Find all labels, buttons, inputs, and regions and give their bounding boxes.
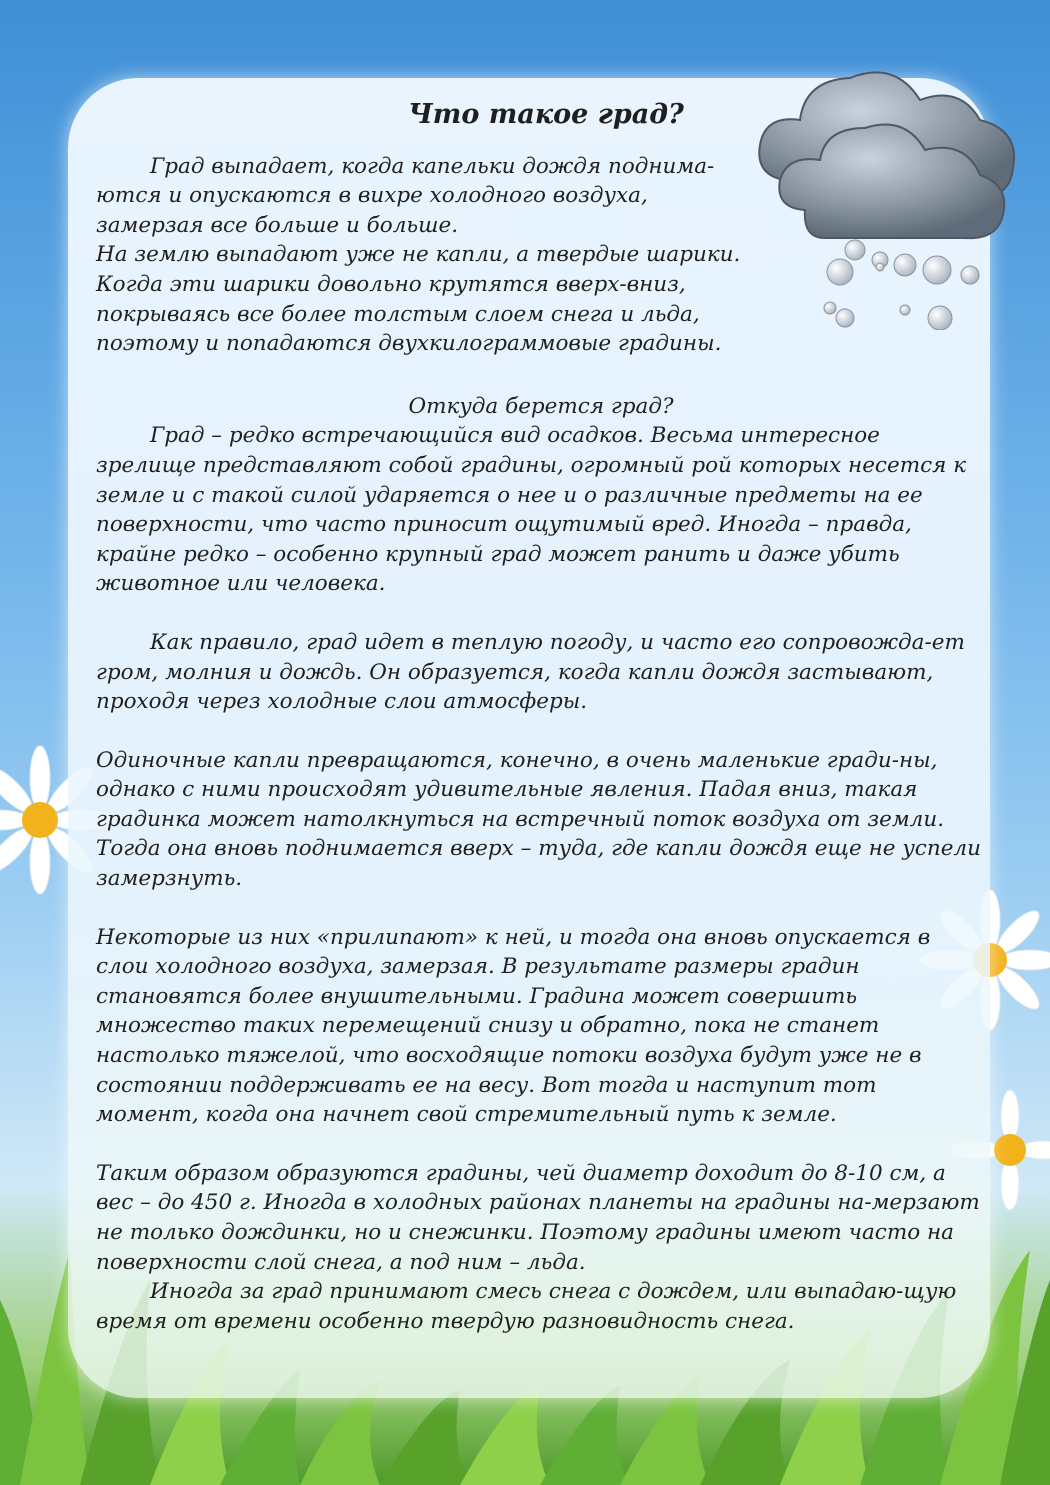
paragraph: Иногда за град принимают смесь снега с дождем, или выпадаю-щую время от времени особенно твердую разновидность снега.: [96, 1279, 957, 1334]
paragraph: Некоторые из них «прилипают» к ней, и тогда она вновь опускается в слои холодного воздуха, замерзая. В результате размеры градин становятся более внушительными. Градина может совершить множество таких перемещений снизу и обратно, пока не станет настолько тяжелой, что восходящие потоки воздуха будут уже не в состоянии поддерживать ее на весу. Вот тогда и наступит тот момент, когда она начнет свой стремительный путь к земле.: [96, 924, 931, 1128]
paragraph: Одиночные капли превращаются, конечно, в очень маленькие гради-ны, однако с ними происходят удивительные явления. Падая вниз, такая градинка может натолкнуться на встречный поток воздуха от земли. Тогда она вновь поднимается вверх – туда, где капли дождя еще не успели замерзнуть.: [96, 747, 981, 892]
intro-line: Когда эти шарики довольно крутятся вверх-вниз,: [96, 271, 686, 297]
paragraph: Град – редко встречающийся вид осадков. Весьма интересное зрелище представляют собой градины, огромный рой которых несется к земле и с такой силой ударяется о нее и о различные предметы на ее поверхности, что часто приносит ощутимый вред. Иногда – правда, крайне редко – особенно крупный град может ранить и даже убить животное или человека.: [96, 423, 967, 597]
intro-line: покрываясь все более толстым слоем снега и льда,: [96, 301, 700, 327]
section-subtitle: Откуда берется град?: [408, 393, 674, 419]
paragraph: Как правило, град идет в теплую погоду, и часто его сопровожда-ет гром, молния и дождь. Он образуется, когда капли дождя застывают, проходя через холодные слои атмосферы.: [96, 629, 965, 715]
intro-line: ются и опускаются в вихре холодного воздуха,: [96, 183, 648, 209]
intro-line: замерзая все больше и больше.: [96, 212, 459, 238]
article: [96, 100, 986, 1336]
intro-line: Град выпадает, когда капельки дождя поднима-: [150, 153, 715, 179]
intro-block: [96, 152, 756, 359]
intro-line: поэтому и попадаются двухкилограммовые градины.: [96, 331, 722, 357]
paragraph: Таким образом образуются градины, чей диаметр доходит до 8-10 см, а вес – до 450 г. Иногда в холодных районах планеты на градины на-мерзают не только дождинки, но и снежинки. Поэтому градины имеют часто на поверхности слой снега, а под ним – льда.: [96, 1160, 980, 1275]
intro-line: На землю выпадают уже не капли, а твердые шарики.: [96, 242, 741, 268]
page-title: Что такое град?: [408, 99, 684, 130]
